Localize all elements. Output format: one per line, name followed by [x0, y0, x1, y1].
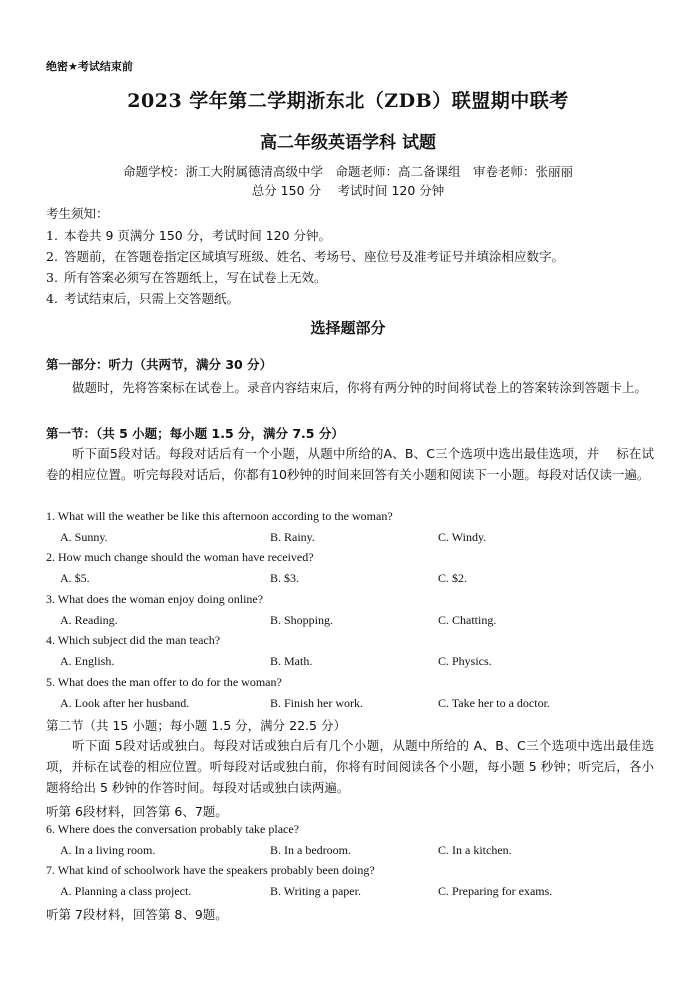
note-item: [46, 289, 239, 307]
material-7-instruction: 听第 7段材料，回答第 8、9题。: [46, 907, 228, 922]
note-item: [46, 247, 564, 265]
exam-score-time: 总分 150 分 考试时间 120 分钟: [251, 183, 445, 198]
option-b: B. In a bedroom.: [270, 843, 351, 857]
option-c: C. In a kitchen.: [438, 843, 512, 857]
option-c: C. Physics.: [438, 654, 492, 668]
note-number: 1.: [46, 228, 58, 243]
option-b: B. Math.: [270, 654, 313, 668]
note-number: 2.: [46, 249, 58, 264]
section-title: 选择题部分: [310, 319, 386, 337]
exam-authors: 命题学校：浙工大附属德清高级中学 命题老师：高二备课组 审卷老师：张丽丽: [122, 164, 573, 179]
note-number: 3.: [46, 270, 58, 285]
option-c: C. Take her to a doctor.: [438, 696, 550, 710]
note-number: 4.: [46, 291, 58, 306]
section1-intro: 听下面5段对话。每段对话后有一个小题，从题中所给的A、B、C三个选项中选出最佳选项，并 标在试卷的相应位置。听完每段对话后，你都有10秒钟的时间来回答有关小题和阅读下一小题。每段对话仅读一遍。: [46, 446, 654, 482]
note-text: 答题前，在答题卷指定区域填写班级、姓名、考场号、座位号及准考证号并填涂相应数字。: [64, 249, 565, 264]
note-item: [46, 226, 331, 244]
option-c: C. Windy.: [438, 530, 487, 544]
notes-heading: 考生须知：: [46, 206, 109, 221]
option-b: B. $3.: [270, 571, 300, 585]
note-text: 所有答案必须写在答题纸上，写在试卷上无效。: [64, 270, 327, 285]
option-c: C. $2.: [438, 571, 468, 585]
option-b: B. Writing a paper.: [270, 884, 361, 898]
option-c: C. Chatting.: [438, 613, 497, 627]
option-a: A. $5.: [60, 571, 90, 585]
option-b: B. Shopping.: [270, 613, 334, 627]
option-a: A. Look after her husband.: [60, 696, 190, 710]
option-c: C. Preparing for exams.: [438, 884, 553, 898]
part1-heading: 第一部分：听力（共两节，满分 30 分）: [46, 357, 273, 372]
part1-intro: 做题时，先将答案标在试卷上。录音内容结束后，你将有两分钟的时间将试卷上的答案转涂到答题卡上。: [72, 380, 648, 395]
note-item: [46, 268, 327, 286]
material-6-instruction: 听第 6段材料，回答第 6、7题。: [46, 804, 228, 819]
exam-title: 2023 学年第二学期浙东北（ZDB）联盟期中联考: [127, 90, 569, 112]
question-4: 4. Which subject did the man teach?: [46, 633, 221, 647]
option-a: A. In a living room.: [60, 843, 156, 857]
option-a: A. Reading.: [60, 613, 118, 627]
note-text: 考试结束后，只需上交答题纸。: [64, 291, 240, 306]
section2-intro: 听下面 5段对话或独白。每段对话或独白后有几个小题，从题中所给的 A、B、C三个选项中选出最佳选项，并标在试卷的相应位置。听每段对话或独白前，你将有时间阅读各个小题，每小题 5 秒钟；听完后，各小题将给出 5 秒钟的作答时间。每段对话或独白读两遍。: [46, 738, 654, 795]
question-1: 1. What will the weather be like this afternoon according to the woman?: [46, 509, 393, 523]
question-7: 7. What kind of schoolwork have the speakers probably been doing?: [46, 863, 375, 877]
confidential-label: 绝密★考试结束前: [46, 60, 133, 73]
option-a: A. Planning a class project.: [60, 884, 192, 898]
section1-heading: 第一节：（共 5 小题；每小题 1.5 分，满分 7.5 分）: [46, 426, 344, 441]
option-b: B. Finish her work.: [270, 696, 363, 710]
option-b: B. Rainy.: [270, 530, 315, 544]
exam-subtitle: 高二年级英语学科 试题: [260, 133, 436, 153]
section2-heading: 第二节（共 15 小题；每小题 1.5 分，满分 22.5 分）: [46, 718, 346, 733]
question-6: 6. Where does the conversation probably take place?: [46, 822, 300, 836]
question-3: 3. What does the woman enjoy doing online?: [46, 592, 264, 606]
note-text: 本卷共 9 页满分 150 分，考试时间 120 分钟。: [64, 228, 332, 243]
question-2: 2. How much change should the woman have received?: [46, 550, 314, 564]
option-a: A. Sunny.: [60, 530, 108, 544]
question-5: 5. What does the man offer to do for the woman?: [46, 675, 282, 689]
option-a: A. English.: [60, 654, 115, 668]
